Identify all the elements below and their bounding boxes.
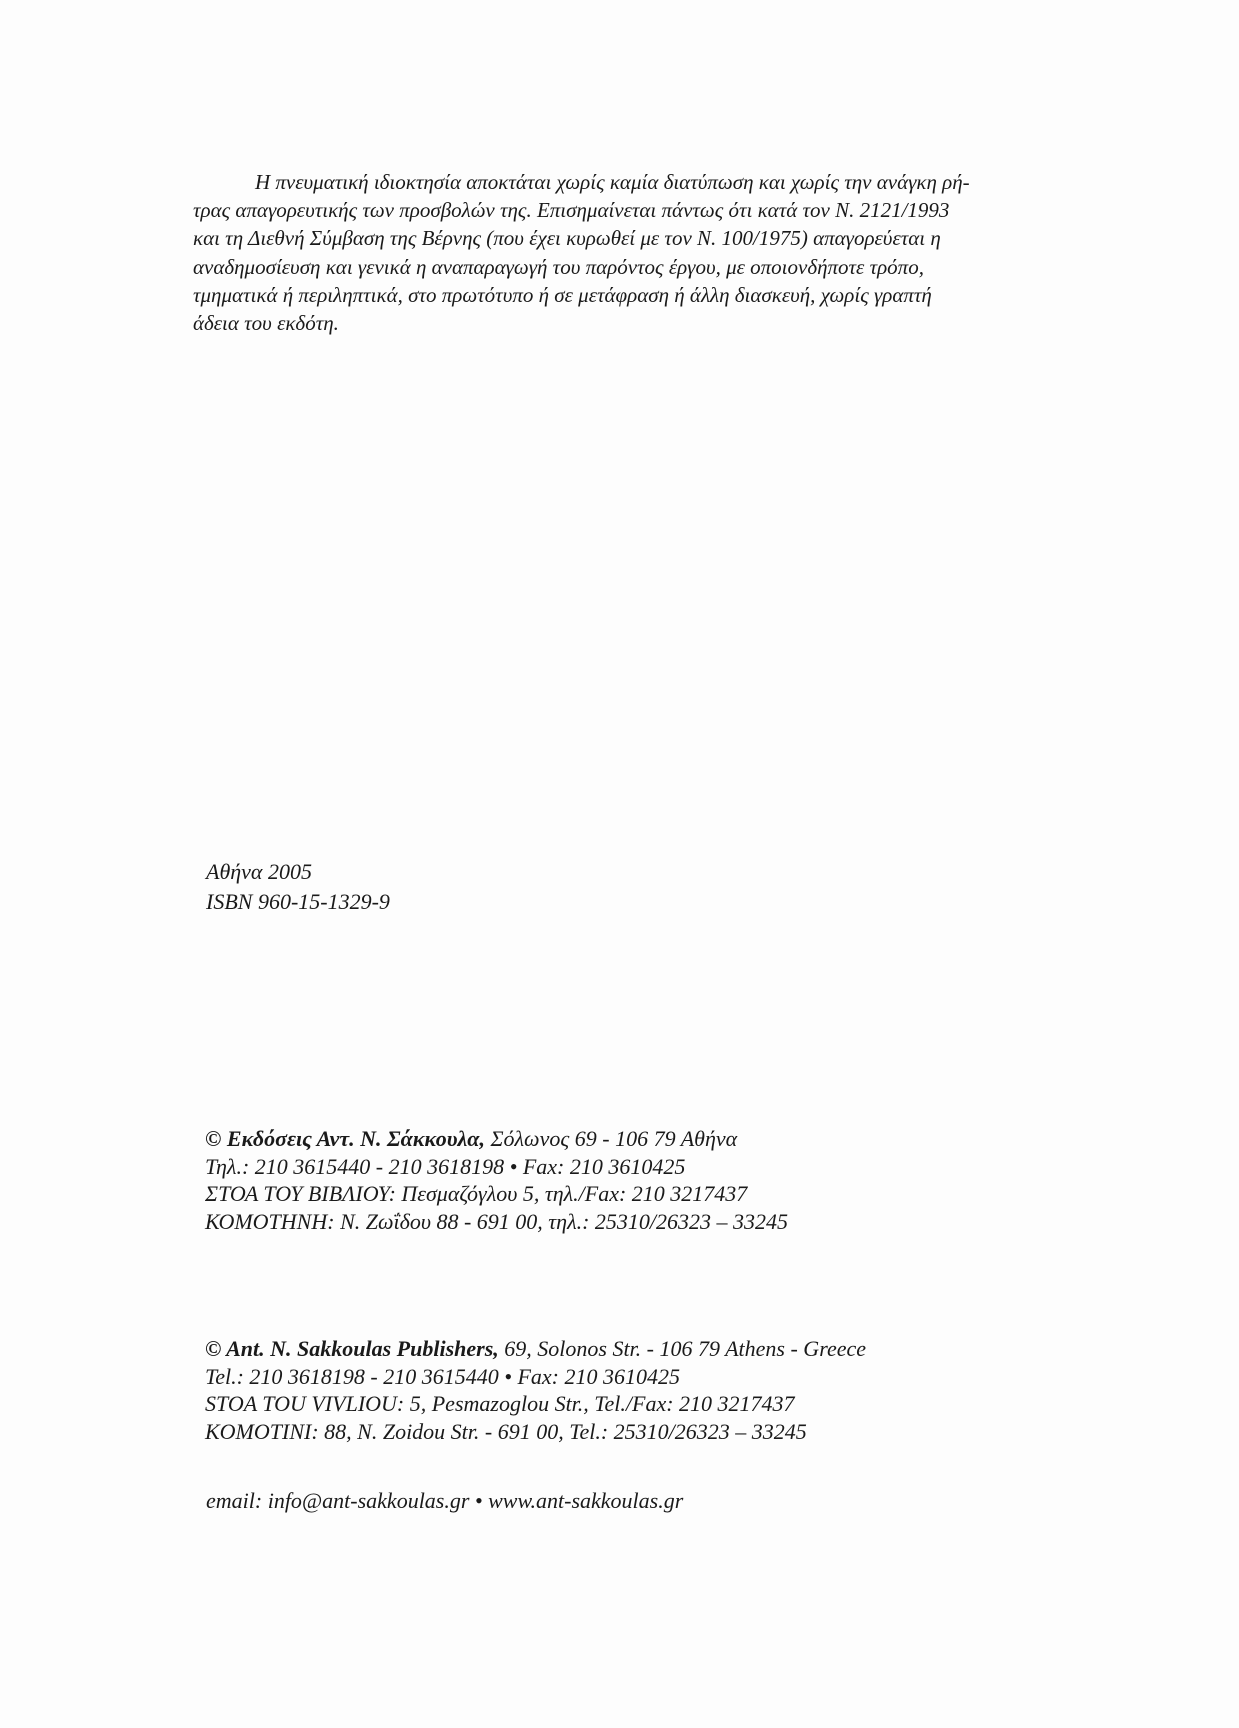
publisher-line	[205, 1125, 788, 1153]
notice-line: και τη Διεθνή Σύμβαση της Βέρνης (που έχει κυρωθεί με τον Ν. 100/1975) απαγορεύεται η	[193, 226, 941, 251]
place-year: Αθήνα 2005	[206, 859, 312, 884]
publisher-komotini: ΚΟΜΟΤΗΝΗ: Ν. Ζωΐδου 88 - 691 00, τηλ.: 25310/26323 – 33245	[205, 1208, 789, 1234]
publisher-komotini: KOMOTINI: 88, N. Zoidou Str. - 691 00, Tel.: 25310/26323 – 33245	[205, 1418, 807, 1444]
publisher-phone: Τηλ.: 210 3615440 - 210 3618198 • Fax: 210 3610425	[205, 1153, 686, 1179]
english-publisher-block	[205, 1335, 866, 1445]
greek-publisher-block	[205, 1125, 788, 1235]
contact-line: email: info@ant-sakkoulas.gr • www.ant-sakkoulas.gr	[206, 1488, 684, 1513]
isbn: ISBN 960-15-1329-9	[206, 889, 390, 914]
copyright-notice	[193, 168, 1123, 337]
publisher-line	[205, 1335, 866, 1363]
publisher-stoa: STOA TOU VIVLIOU: 5, Pesmazoglou Str., Tel./Fax: 210 3217437	[205, 1391, 795, 1416]
publisher-phone: Tel.: 210 3618198 - 210 3615440 • Fax: 210 3610425	[205, 1363, 680, 1389]
notice-line: αναδημοσίευση και γενικά η αναπαραγωγή του παρόντος έργου, με οποιονδήποτε τρόπο,	[193, 254, 924, 279]
publisher-address: 69, Solonos Str. - 106 79 Athens - Greece	[498, 1336, 866, 1361]
notice-line: τμηματικά ή περιληπτικά, στο πρωτότυπο ή σε μετάφραση ή άλλη διασκευή, χωρίς γραπτή	[193, 282, 932, 307]
publisher-address: Σόλωνος 69 - 106 79 Αθήνα	[484, 1126, 738, 1151]
publisher-name: © Εκδόσεις Αντ. Ν. Σάκκουλα,	[205, 1126, 485, 1151]
publisher-stoa: ΣΤΟΑ ΤΟΥ ΒΙΒΛΙΟΥ: Πεσμαζόγλου 5, τηλ./Fax: 210 3217437	[205, 1181, 748, 1206]
edition-info	[206, 857, 390, 917]
publisher-name: © Ant. N. Sakkoulas Publishers,	[205, 1336, 499, 1361]
notice-line: Η πνευματική ιδιοκτησία αποκτάται χωρίς καμία διατύπωση και χωρίς την ανάγκη ρή-	[255, 170, 970, 194]
notice-line: άδεια του εκδότη.	[193, 311, 339, 336]
notice-line: τρας απαγορευτικής των προσβολών της. Επισημαίνεται πάντως ότι κατά τον Ν. 2121/1993	[193, 198, 950, 223]
